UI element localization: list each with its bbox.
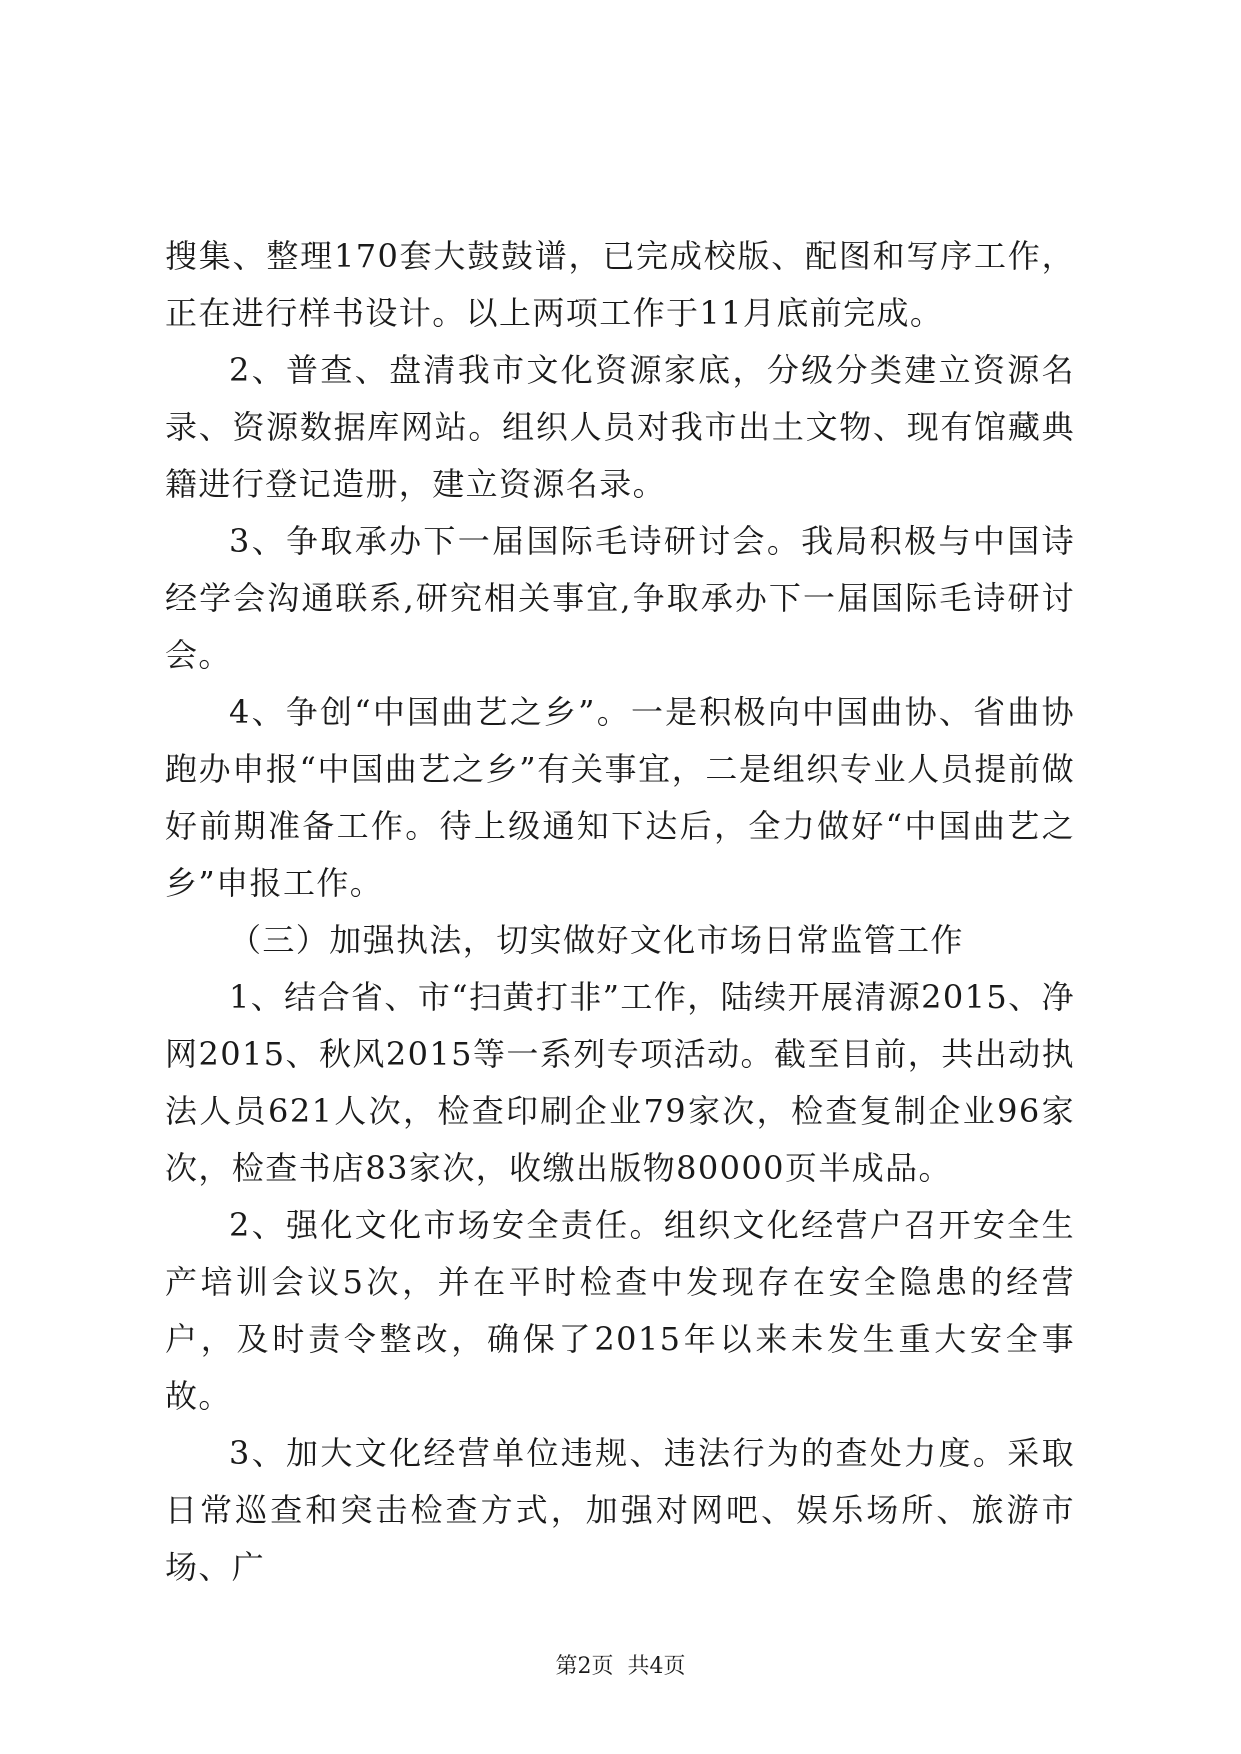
paragraph: 3、争取承办下一届国际毛诗研讨会。我局积极与中国诗经学会沟通联系,研究相关事宜,争取承办下一届国际毛诗研讨会。	[165, 522, 1075, 674]
page-footer	[0, 1653, 1241, 1681]
document-body	[165, 228, 1075, 1596]
paragraph: 2、普查、盘清我市文化资源家底，分级分类建立资源名录、资源数据库网站。组织人员对我市出土文物、现有馆藏典籍进行登记造册，建立资源名录。	[165, 351, 1075, 503]
paragraph: 4、争创“中国曲艺之乡”。一是积极向中国曲协、省曲协跑办申报“中国曲艺之乡”有关事宜，二是组织专业人员提前做好前期准备工作。待上级通知下达后，全力做好“中国曲艺之乡”申报工作。	[165, 693, 1075, 902]
section-heading: （三）加强执法，切实做好文化市场日常监管工作	[229, 921, 964, 959]
paragraph: 3、加大文化经营单位违规、违法行为的查处力度。采取日常巡查和突击检查方式，加强对网吧、娱乐场所、旅游市场、广	[165, 1434, 1075, 1586]
paragraph: 2、强化文化市场安全责任。组织文化经营户召开安全生产培训会议5次，并在平时检查中发现存在安全隐患的经营户，及时责令整改，确保了2015年以来未发生重大安全事故。	[165, 1206, 1075, 1415]
page-total: 共4页	[627, 1654, 686, 1679]
paragraph: 1、结合省、市“扫黄打非”工作，陆续开展清源2015、净网2015、秋风2015等一系列专项活动。截至目前，共出动执法人员621人次，检查印刷企业79家次，检查复制企业96家次，检查书店83家次，收缴出版物80000页半成品。	[165, 978, 1075, 1187]
paragraph: 搜集、整理170套大鼓鼓谱，已完成校版、配图和写序工作，正在进行样书设计。以上两项工作于11月底前完成。	[165, 237, 1075, 332]
page-number: 第2页	[555, 1654, 614, 1679]
